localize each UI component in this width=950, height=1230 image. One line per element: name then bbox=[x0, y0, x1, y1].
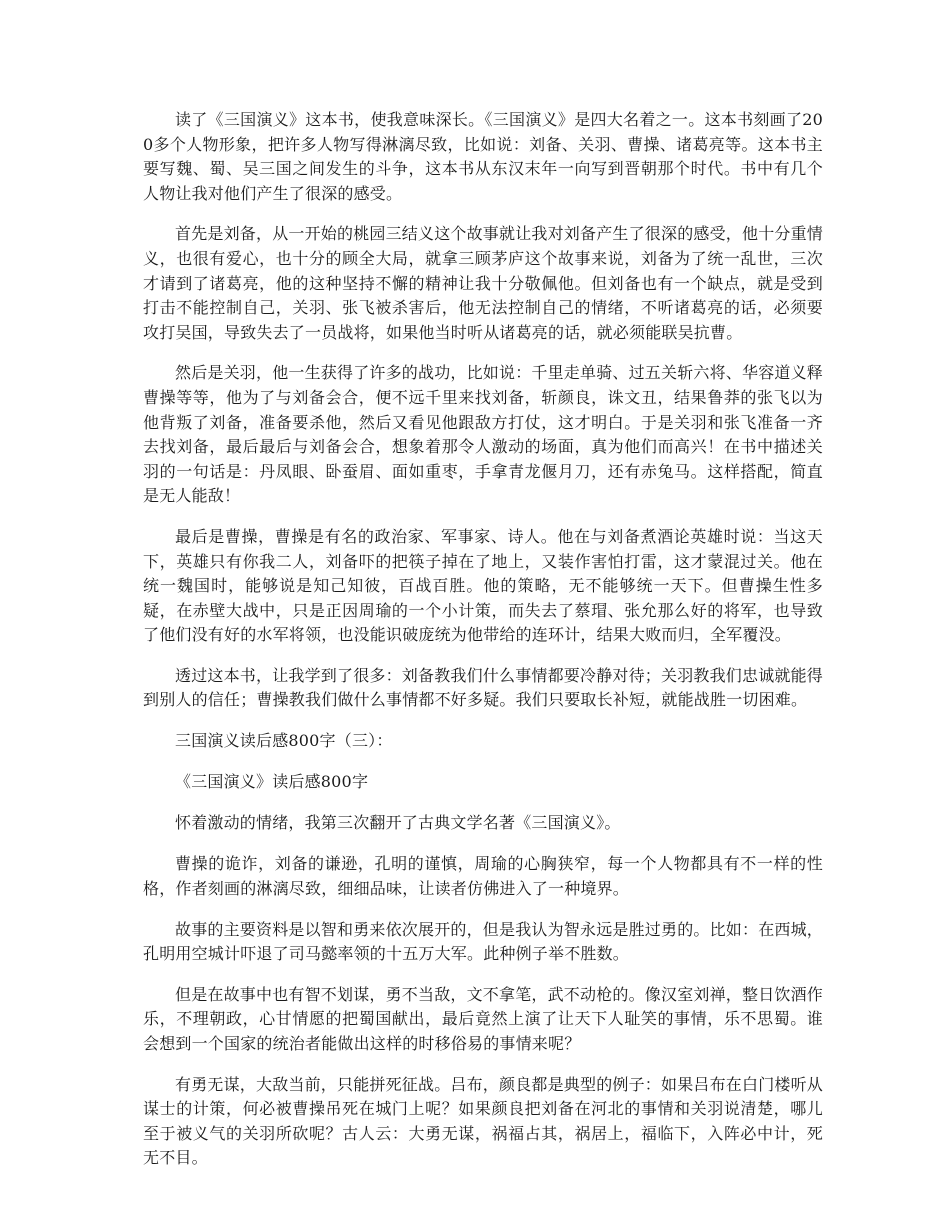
section-heading: 三国演义读后感800字（三）： bbox=[175, 731, 393, 751]
paragraph-intro: 读了《三国演义》这本书，使我意味深长。《三国演义》是四大名着之一。这本书刻画了200多个人物形象，把许多人物写得淋漓尽致，比如说：刘备、关羽、曹操、诸葛亮等。这本书主要写魏、蜀、吴三国之间发生的斗争，这本书从东汉末年一向写到晋朝那个时代。书中有几个人物让我对他们产生了很深的感受。 bbox=[143, 110, 823, 203]
document-page bbox=[143, 108, 823, 1187]
paragraph-lessons: 透过这本书，让我学到了很多：刘备教我们什么事情都要冷静对待；关羽教我们忠诚就能得到别人的信任；曹操教我们做什么事情都不好多疑。我们只要取长补短，就能战胜一切困难。 bbox=[143, 665, 824, 710]
paragraph-liu-shan: 但是在故事中也有智不划谋，勇不当敌，文不拿笔，武不动枪的。像汉室刘禅，整日饮酒作乐，不理朝政，心甘情愿的把蜀国献出，最后竟然上演了让天下人耻笑的事情，乐不思蜀。谁会想到一个国家的统治者能做出这样的时移俗易的事情来呢？ bbox=[143, 984, 824, 1053]
paragraph-characters: 曹操的诡诈，刘备的谦逊，孔明的谨慎，周瑜的心胸狭窄，每一个人物都具有不一样的性格，作者刻画的淋漓尽致，细细品味，让读者仿佛进入了一种境界。 bbox=[143, 854, 823, 898]
paragraph-liu-bei: 首先是刘备，从一开始的桃园三结义这个故事就让我对刘备产生了很深的感受，他十分重情义，也很有爱心，也十分的顾全大局，就拿三顾茅庐这个故事来说，刘备为了统一乱世，三次才请到了诸葛亮，他的这种坚持不懈的精神让我十分敬佩他。但刘备也有一个缺点，就是受到打击不能控制自己，关羽、张飞被杀害后，他无法控制自己的情绪，不听诸葛亮的话，必须要攻打吴国，导致失去了一员战将，如果他当时听从诸葛亮的话，就必须能联吴抗曹。 bbox=[143, 224, 824, 342]
paragraph-opening: 怀着激动的情绪，我第三次翻开了古典文学名著《三国演义》。 bbox=[175, 813, 621, 833]
paragraph-guan-yu: 然后是关羽，他一生获得了许多的战功，比如说：千里走单骑、过五关斩六将、华容道义释曹操等等，他为了与刘备会合，便不远千里来找刘备，斩颜良，诛文丑，结果鲁莽的张飞以为他背叛了刘备，准备要杀他，然后又看见他跟敌方打仗，这才明白。于是关羽和张飞准备一齐去找刘备，最后最后与刘备会合，想象着那令人激动的场面，真为他们而高兴！在书中描述关羽的一句话是：丹凤眼、卧蚕眉、面如重枣，手拿青龙偃月刀，还有赤兔马。这样搭配，简直是无人能敌！ bbox=[143, 363, 824, 506]
paragraph-cao-cao: 最后是曹操，曹操是有名的政治家、军事家、诗人。他在与刘备煮酒论英雄时说：当这天下，英雄只有你我二人，刘备吓的把筷子掉在了地上，又装作害怕打雷，这才蒙混过关。他在统一魏国时，能够说是知己知彼，百战百胜。他的策略，无不能够统一天下。但曹操生性多疑，在赤壁大战中，只是正因周瑜的一个小计策，而失去了蔡瑁、张允那么好的将军，也导致了他们没有好的水军将领，也没能识破庞统为他带给的连环计，结果大败而归，全军覆没。 bbox=[143, 526, 823, 645]
paragraph-lu-bu: 有勇无谋，大敌当前，只能拼死征战。吕布，颜良都是典型的例子：如果吕布在白门楼听从谋士的计策，何必被曹操吊死在城门上呢？如果颜良把刘备在河北的事情和关羽说清楚，哪儿至于被义气的关羽所砍呢？古人云：大勇无谋，祸福占其，祸居上，福临下，入阵必中计，死无不目。 bbox=[143, 1074, 824, 1168]
paragraph-wisdom: 故事的主要资料是以智和勇来依次展开的，但是我认为智永远是胜过勇的。比如：在西城，孔明用空城计吓退了司马懿率领的十五万大军。此种例子举不胜数。 bbox=[143, 919, 824, 964]
essay-title: 《三国演义》读后感800字 bbox=[175, 772, 369, 792]
